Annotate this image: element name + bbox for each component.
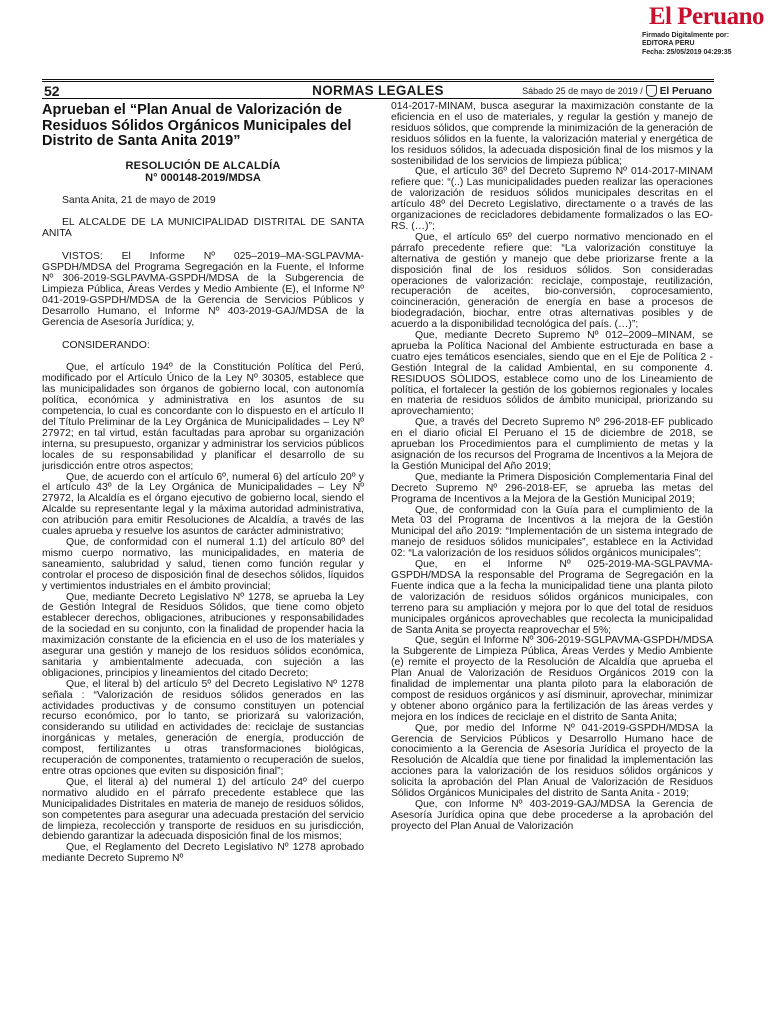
paragraph: Que, de acuerdo con el artículo 6º, numeral 6) del artículo 20º y el artículo 43º de la Ley Orgánica de Municipalidades – Ley Nº 27972, la Alcaldía es el órgano ejecutivo de gobierno local, siendo el Alcalde su representante legal y la máxima autoridad administrativa, con atribución para emitir Resoluciones de Alcaldía, a través de las cuales aprueba y resuelve los asuntos de carácter administrativo;	[42, 471, 364, 538]
paragraph: Que, según el Informe Nº 306-2019-SGLPAVMA-GSPDH/MDSA la Subgerente de Limpieza Pública, Áreas Verdes y Medio Ambiente (e) remite el proyecto de la Resolución de Alcaldía que aprueba el Plan Anual de Valorización de Residuos Orgánicos 2019 con la finalidad de implementar una planta piloto para la elaboración de compost de residuos orgánicos y así disminuir, aprovechar, minimizar y obtener abono orgánico para la fertilización de las áreas verdes y mejora en los índices de reciclaje en el distrito de Santa Anita;	[391, 635, 713, 723]
paragraph: Que, mediante Decreto Legislativo Nº 1278, se aprueba la Ley de Gestión Integral de Residuos Sólidos, que tiene como objeto establecer derechos, obligaciones, atribuciones y responsabilidades de la sociedad en su conjunto, con la finalidad de propender hacia la maximización constante de la eficiencia en el uso de los materiales y asegurar una gestión y manejo de los residuos sólidos económica, sanitaria y ambientalmente adecuada, con sujeción a las obligaciones, principios y lineamientos del citado Decreto;	[42, 591, 364, 679]
page-header	[42, 79, 714, 99]
paragraph: Que, de conformidad con la Guía para el cumplimiento de la Meta 03 del Programa de Incentivos a la mejora de la Gestión Municipal del año 2019: “Implementación de un sistema integrado de manejo de residuos sólidos municipales”, establece en la Actividad 02: “La valorización de los residuos sólidos orgánicos municipales”;	[391, 504, 713, 560]
place-date: Santa Anita, 21 de mayo de 2019	[62, 194, 216, 206]
right-column	[391, 102, 713, 1020]
digital-signature	[642, 32, 766, 57]
signature-line-3: Fecha: 25/05/2019 04:29:35	[642, 48, 732, 56]
section-title: NORMAS LEGALES	[312, 83, 444, 98]
paragraph: Que, el Reglamento del Decreto Legislativo Nº 1278 aprobado mediante Decreto Supremo Nº	[42, 842, 364, 865]
paragraph: Que, mediante Decreto Supremo Nº 012–2009–MINAM, se aprueba la Política Nacional del Ambiente estructurada en base a cuatro ejes temáticos esenciales, siendo que en el Eje de Política 2 - Gestión Integral de la calidad Ambiental, en su componente 4. RESIDUOS SÓLIDOS, establece como uno de los Lineamiento de política, el fortalecer la gestión de los gobiernos regionales y locales en materia de residuos sólidos de ámbito municipal, priorizando su aprovechamiento;	[391, 330, 713, 418]
paragraph: Que, a través del Decreto Supremo Nº 296-2018-EF publicado en el diario oficial El Peruano el 15 de diciembre de 2018, se aprueban los Procedimientos para el cumplimiento de metas y la asignación de los recursos del Programa de Incentivos a la Mejora de la Gestión Municipal del Año 2019;	[391, 417, 713, 472]
paragraph: Que, por medio del Informe Nº 041-2019-GSPDH/MDSA la Gerencia de Servicios Públicos y Desarrollo Humano hace de conocimiento a la Gerencia de Asesoría Jurídica el proyecto de la Resolución de Alcaldía que tiene por finalidad la implementación las acciones para la valorización de los residuos sólidos orgánicos y solicita la aprobación del Plan Anual de Valorización de Residuos Sólidos Orgánicos Municipales del distrito de Santa Anita - 2019;	[391, 722, 713, 800]
resolution-number: N° 000148-2019/MDSA	[145, 171, 261, 184]
resolution-title: RESOLUCIÓN DE ALCALDÍA	[125, 159, 281, 172]
signature-line-2: EDITORA PERU	[642, 40, 695, 48]
considerando-label: CONSIDERANDO:	[62, 339, 150, 351]
paragraph: Que, el literal b) del artículo 5º del Decreto Legislativo Nº 1278 señala : “Valorización de residuos sólidos generados en las actividades productivas y de consumo constituyen un potencial recurso económico, por lo tanto, se priorizará su valorización, considerando su utilidad en actividades de: reciclaje de sustancias inorgánicas y metales, generación de energía, producción de compost, fertilizantes u otras transformaciones biológicas, recuperación de componentes, tratamiento o recuperación de suelos, entre otras opciones que eviten su disposición final”;	[42, 678, 364, 777]
article-headline: Aprueban el “Plan Anual de Valorización de Residuos Sólidos Orgánicos Municipales del Distrito de Santa Anita 2019”	[42, 102, 352, 149]
coat-of-arms-icon	[646, 85, 657, 97]
paragraph: Que, el artículo 65º del cuerpo normativo mencionado en el párrafo precedente refiere que: “La valorización constituye la alternativa de gestión y manejo que debe priorizarse frente a la disposición final de los residuos sólidos. Son consideradas operaciones de valorización: reciclaje, compostaje, reutilización, recuperación de aceites, bio-conversión, coprocesamiento, coincineración, generación de energía en base a procesos de biodegradación, biochar, entre otras alternativas posibles y de acuerdo a la disponibilidad tecnológica del país. (…)”;	[391, 231, 713, 331]
signature-line-1: Firmado Digitalmente por:	[642, 32, 730, 39]
paragraph: Que, el artículo 36º del Decreto Supremo Nº 014-2017-MINAM refiere que: “(..) Las municipalidades pueden realizar las operaciones de valorización de residuos sólidos municipales descritas en el artículo 48º del Decreto Legislativo, directamente o a través de las organizaciones de recicladores debidamente formalizados o las EO-RS. (…)”;	[391, 166, 713, 232]
header-publication: El Peruano	[659, 85, 712, 97]
paragraph: Que, mediante la Primera Disposición Complementaria Final del Decreto Supremo Nº 296-2018-EF, se aprueba las metas del Programa de Incentivos a la Mejora de la Gestión Municipal 2019;	[391, 471, 713, 505]
paragraph-continued: 014-2017-MINAM, busca asegurar la maximización constante de la eficiencia en el uso de materiales, y regular la gestión y manejo de residuos sólidos, que comprende la minimización de la generación de residuos sólidos en la fuente, la valorización material y energética de los residuos sólidos, la adecuada disposición final de los mismos y la sostenibilidad de los servicios de limpieza pública;	[391, 102, 713, 167]
paragraph: Que, de conformidad con el numeral 1.1) del artículo 80º del mismo cuerpo normativo, las municipalidades, en materia de saneamiento, salubridad y salud, tienen como función regular y controlar el proceso de disposición final de desechos sólidos, líquidos y vertimientos industriales en el ámbito provincial;	[42, 536, 364, 592]
vistos-paragraph: VISTOS: El Informe Nº 025–2019–MA-SGLPAVMA-GSPDH/MDSA del Programa Segregación en la Fuente, el Informe Nº 306-2019-SGLPAVMA-GSPDH/MDSA de la Subgerencia de Limpieza Pública, Áreas Verdes y Medio Ambiente (E), el Informe Nº 041-2019-GSPDH/MDSA de la Gerencia de Servicios Públicos y Desarrollo Humano, el Informe Nº 403-2019-GAJ/MDSA de la Gerencia de Asesoría Jurídica; y,	[42, 251, 364, 328]
header-date-block	[522, 85, 712, 97]
paragraph: Que, con Informe Nº 403-2019-GAJ/MDSA la Gerencia de Asesoría Jurídica opina que debe procederse a la aprobación del proyecto del Plan Anual de Valorización	[391, 799, 713, 832]
left-column	[42, 102, 364, 1020]
header-date: Sábado 25 de mayo de 2019 /	[522, 86, 643, 96]
paragraph: Que, el literal a) del numeral 1) del artículo 24º del cuerpo normativo aludido en el párrafo precedente establece que las Municipalidades Distritales en materia de manejo de residuos sólidos, son competentes para asegurar una adecuada prestación del servicio de limpieza, recolección y transporte de residuos en su jurisdicción, debiendo garantizar la adecuada disposición final de los mismos;	[42, 776, 364, 843]
page-number: 52	[44, 83, 60, 99]
authority: EL ALCALDE DE LA MUNICIPALIDAD DISTRITAL DE SANTA ANITA	[42, 217, 364, 240]
paragraph: Que, en el Informe Nº 025-2019-MA-SGLPAVMA-GSPDH/MDSA la responsable del Programa de Segregación en la Fuente indica que a la fecha la municipalidad tiene una planta piloto de valorización de residuos sólidos orgánicos municipales, con terreno para su ampliación y mejora por lo que del total de residuos municipales orgánicos aprovechables que recolecta la municipalidad de Santa Anita se proyecta reaprovechar el 5%;	[391, 559, 713, 636]
paragraph: Que, el artículo 194º de la Constitución Política del Perú, modificado por el Artículo Único de la Ley Nº 30305, establece que las municipalidades son órganos de gobierno local, con autonomía política, económica y administrativa en los asuntos de su competencia, lo cual es concordante con lo dispuesto en el artículo II del Título Preliminar de la Ley Orgánica de Municipalidades – Ley Nº 27972; en tal virtud, están facultadas para aprobar su organización interna, su presupuesto, organizar y administrar los servicios públicos locales de su responsabilidad y planificar el desarrollo de su jurisdicción entre otros aspectos;	[42, 362, 364, 472]
el-peruano-logo: El Peruano	[648, 3, 764, 30]
